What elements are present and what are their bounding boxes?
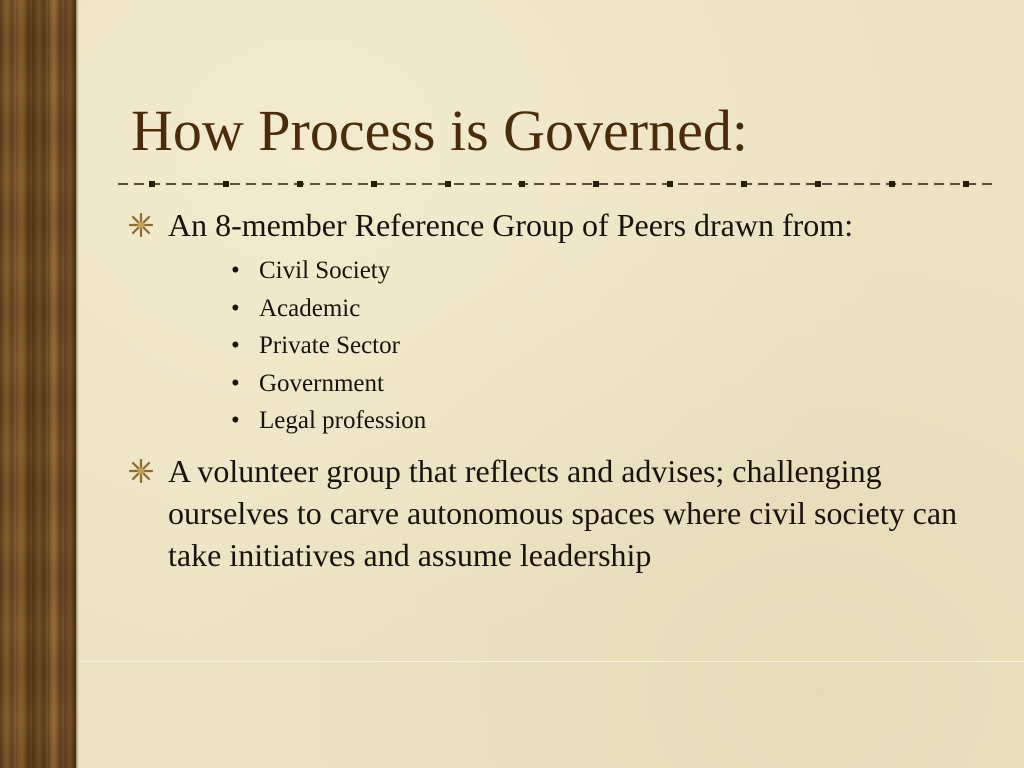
- bullet-dot: •: [231, 257, 240, 284]
- bullet-text: A volunteer group that reflects and advises; challenging ourselves to carve autonomous spaces where civil society can take initiatives and assume leadership: [168, 452, 958, 573]
- sub-bullet-text: Legal profession: [259, 407, 427, 434]
- sub-bullet-text: Private Sector: [259, 332, 400, 359]
- divider-dot: [223, 181, 229, 187]
- sub-bullet-item: [231, 365, 988, 403]
- bullet-item-2: [128, 450, 988, 576]
- divider-dot: [297, 181, 303, 187]
- sub-bullet-item: [231, 327, 988, 365]
- divider-dot: [519, 181, 525, 187]
- bullet-item-1: [128, 204, 988, 246]
- bullet-dot: •: [231, 294, 240, 322]
- decorative-divider: [118, 176, 994, 192]
- divider-dot: [815, 181, 821, 187]
- bullet-text: An 8-member Reference Group of Peers drawn from:: [168, 207, 854, 243]
- faint-rule: [79, 661, 1024, 662]
- sub-bullet-item: [231, 402, 988, 440]
- divider-dot: [667, 181, 673, 187]
- sub-bullet-list: [128, 252, 988, 440]
- divider-dot: [371, 181, 377, 187]
- wood-border-shadow: [76, 0, 79, 768]
- divider-dot: [445, 181, 451, 187]
- star-burst-icon: [128, 212, 154, 238]
- wood-border-bar: [0, 0, 76, 768]
- divider-dot: [593, 181, 599, 187]
- slide-title: How Process is Governed:: [131, 98, 748, 163]
- sub-bullet-item: [231, 290, 988, 328]
- sub-bullet-item: [231, 252, 988, 290]
- bullet-dot: •: [231, 332, 240, 359]
- sub-bullet-text: Civil Society: [259, 257, 391, 284]
- sub-bullet-text: Academic: [259, 294, 361, 322]
- divider-dot: [963, 181, 969, 187]
- divider-dot: [889, 181, 895, 187]
- bullet-dot: •: [231, 407, 240, 434]
- star-burst-icon: [128, 458, 154, 484]
- divider-dot: [149, 181, 155, 187]
- bullet-dot: •: [231, 369, 240, 397]
- sub-bullet-text: Government: [259, 369, 384, 397]
- slide-content: [128, 204, 988, 576]
- divider-dot: [741, 181, 747, 187]
